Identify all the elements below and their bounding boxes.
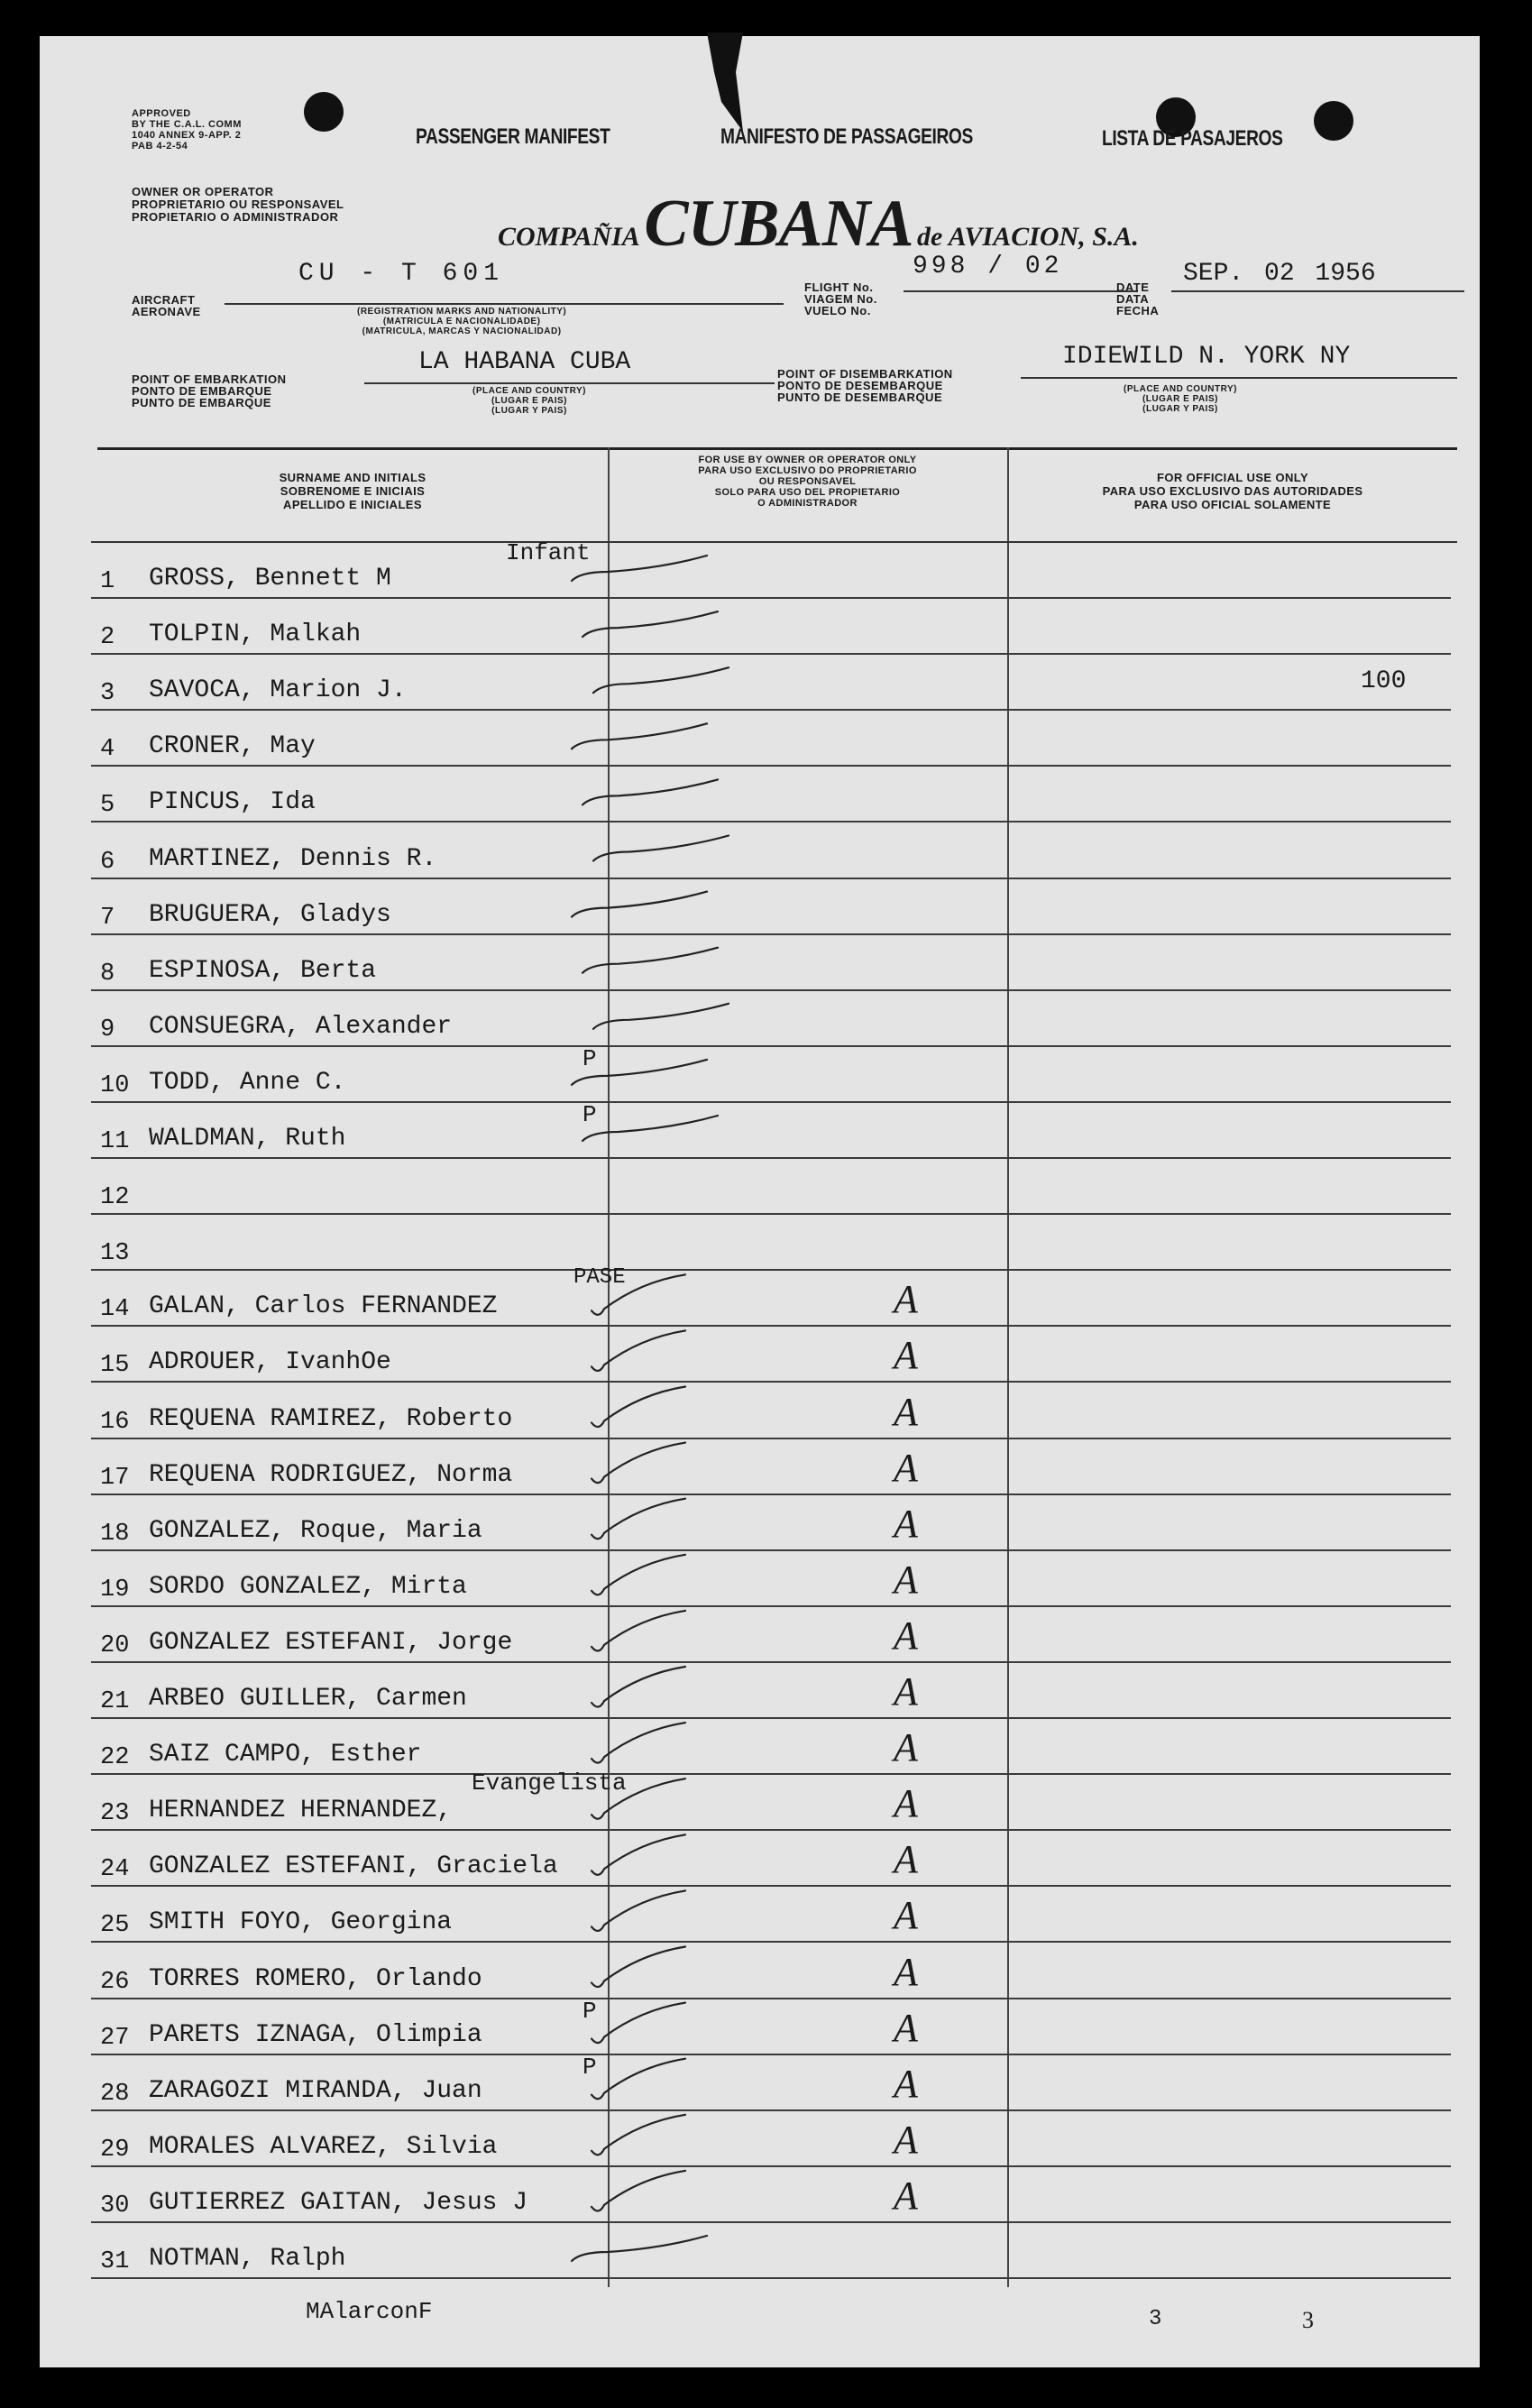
approval-mark: A	[894, 1837, 918, 1882]
tick-mark	[592, 1778, 685, 1819]
passenger-name: GONZALEZ ESTEFANI, Jorge	[149, 1628, 513, 1657]
row-number: 12	[100, 1184, 130, 1212]
row-number: 4	[100, 736, 115, 764]
title-english: PASSENGER MANIFEST	[416, 124, 610, 149]
row-number: 14	[100, 1296, 130, 1324]
passenger-name: NOTMAN, Ralph	[149, 2245, 346, 2273]
tick-mark	[592, 1947, 685, 1988]
title-spanish: LISTA DE PASAJEROS	[1102, 126, 1283, 151]
tick-mark	[592, 1611, 685, 1651]
passenger-name: TORRES ROMERO, Orlando	[149, 1964, 482, 1993]
passenger-name: PARETS IZNAGA, Olimpia	[149, 2020, 482, 2049]
column-header-official: FOR OFFICIAL USE ONLY PARA USO EXCLUSIVO DAS AUTORIDADES PARA USO OFICIAL SOLAMENTE	[1102, 471, 1363, 511]
row-number: 16	[100, 1408, 130, 1436]
tick-mark	[592, 1667, 685, 1707]
row-number: 27	[100, 2024, 130, 2052]
disembarkation-label: POINT OF DISEMBARKATION PONTO DE DESEMBARQUE PUNTO DE DESEMBARQUE	[777, 367, 953, 404]
official-note: 100	[1361, 667, 1407, 695]
approval-mark: A	[894, 1277, 918, 1322]
row-number: 1	[100, 568, 115, 595]
passenger-name: REQUENA RODRIGUEZ, Norma	[149, 1460, 513, 1489]
tick-mark	[592, 1387, 685, 1428]
passenger-name: SAIZ CAMPO, Esther	[149, 1741, 422, 1769]
passenger-name: TODD, Anne C.	[149, 1068, 346, 1097]
column-header-owner: FOR USE BY OWNER OR OPERATOR ONLY PARA USO EXCLUSIVO DO PROPRIETARIO OU RESPONSAVEL SOLO PARA USO DEL PROPIETARIO O ADMINISTRADOR	[698, 455, 917, 509]
tick-mark	[592, 2003, 685, 2044]
tick-mark	[592, 1274, 685, 1315]
embarkation-label: POINT OF EMBARKATION PONTO DE EMBARQUE PUNTO DE EMBARQUE	[132, 372, 287, 409]
tick-mark	[592, 1555, 685, 1595]
date-value: SEP. 02 1956	[1183, 260, 1376, 288]
tick-mark	[583, 611, 718, 637]
approval-mark: A	[894, 2117, 918, 2162]
passenger-note: P	[583, 2053, 597, 2081]
row-number: 2	[100, 624, 115, 652]
approval-mark: A	[894, 1781, 918, 1826]
passenger-name: GUTIERREZ GAITAN, Jesus J	[149, 2188, 528, 2217]
passenger-name: CRONER, May	[149, 732, 316, 761]
page-number-right: 3	[1302, 2307, 1314, 2333]
approval-mark: A	[894, 1333, 918, 1378]
passenger-name: MARTINEZ, Dennis R.	[149, 844, 437, 873]
passenger-note: PASE	[573, 1265, 626, 1291]
approval-mark: A	[894, 1725, 918, 1770]
approval-mark: A	[894, 1557, 918, 1602]
row-number: 29	[100, 2136, 130, 2164]
tick-mark	[592, 1499, 685, 1539]
approval-mark: A	[894, 2173, 918, 2218]
approval-mark: A	[894, 2005, 918, 2050]
flight-label: FLIGHT No. VIAGEM No. VUELO No.	[804, 280, 877, 317]
row-number: 9	[100, 1016, 115, 1043]
passenger-name: HERNANDEZ HERNANDEZ,	[149, 1797, 453, 1825]
aircraft-sublabel: (REGISTRATION MARKS AND NATIONALITY) (MATRICULA E NACIONALIDADE) (MATRICULA, MARCAS Y NACIONALIDAD)	[357, 307, 567, 336]
row-number: 10	[100, 1071, 130, 1099]
passenger-name: CONSUEGRA, Alexander	[149, 1012, 453, 1041]
row-number: 8	[100, 960, 115, 988]
title-portuguese: MANIFESTO DE PASSAGEIROS	[720, 124, 973, 149]
row-number: 11	[100, 1128, 130, 1155]
row-number: 30	[100, 2192, 130, 2220]
row-number: 6	[100, 848, 115, 876]
tick-mark	[583, 779, 718, 804]
approval-mark: A	[894, 1669, 918, 1714]
tick-mark	[572, 723, 707, 749]
passenger-name: SORDO GONZALEZ, Mirta	[149, 1572, 467, 1601]
passenger-name: GALAN, Carlos FERNANDEZ	[149, 1292, 498, 1321]
row-number: 31	[100, 2248, 130, 2275]
approval-mark: A	[894, 1445, 918, 1490]
row-number: 19	[100, 1576, 130, 1604]
approval-mark: A	[894, 1949, 918, 1994]
tick-mark	[572, 2236, 707, 2261]
row-number: 22	[100, 1744, 130, 1772]
row-number: 21	[100, 1688, 130, 1715]
row-number: 15	[100, 1352, 130, 1380]
passenger-note: P	[583, 1997, 597, 2025]
tick-mark	[592, 2171, 685, 2211]
tick-mark	[572, 1060, 707, 1085]
row-number: 20	[100, 1631, 130, 1659]
tick-mark	[592, 1834, 685, 1875]
row-number: 24	[100, 1856, 130, 1884]
row-number: 26	[100, 1968, 130, 1996]
handwritten-ticks	[40, 36, 1480, 2367]
approval-mark: A	[894, 1613, 918, 1658]
passenger-name: ESPINOSA, Berta	[149, 956, 377, 985]
approval-mark: A	[894, 1501, 918, 1546]
disembarkation-sublabel: (PLACE AND COUNTRY) (LUGAR E PAIS) (LUGAR Y PAIS)	[1124, 384, 1237, 414]
approval-mark: A	[894, 1389, 918, 1434]
passenger-name: GONZALEZ, Roque, Maria	[149, 1516, 482, 1545]
tick-mark	[593, 1004, 729, 1029]
row-number: 18	[100, 1520, 130, 1548]
passenger-note: P	[583, 1101, 597, 1128]
passenger-name: BRUGUERA, Gladys	[149, 900, 391, 929]
tick-mark	[592, 1330, 685, 1371]
row-number: 5	[100, 792, 115, 820]
row-number: 13	[100, 1240, 130, 1268]
passenger-name: TOLPIN, Malkah	[149, 620, 362, 649]
tick-mark	[592, 2115, 685, 2155]
manifest-page	[40, 36, 1480, 2367]
embarkation-sublabel: (PLACE AND COUNTRY) (LUGAR E PAIS) (LUGAR Y PAIS)	[472, 386, 586, 416]
tick-mark	[592, 1723, 685, 1763]
date-label: DATE DATA FECHA	[1116, 280, 1160, 317]
embarkation-value: LA HABANA CUBA	[418, 348, 631, 376]
passenger-name: ARBEO GUILLER, Carmen	[149, 1685, 467, 1713]
page-number-left: 3	[1149, 2307, 1162, 2331]
passenger-name: PINCUS, Ida	[149, 788, 316, 817]
passenger-name: MORALES ALVAREZ, Silvia	[149, 2132, 498, 2161]
tick-mark	[592, 1890, 685, 1931]
passenger-name: SMITH FOYO, Georgina	[149, 1908, 453, 1937]
tick-mark	[592, 2059, 685, 2100]
aircraft-value: CU - T 601	[298, 260, 505, 288]
passenger-note: P	[583, 1044, 597, 1072]
tick-mark	[593, 836, 729, 861]
aircraft-label: AIRCRAFT AERONAVE	[132, 293, 201, 318]
passenger-name: WALDMAN, Ruth	[149, 1125, 346, 1153]
tick-mark	[593, 667, 729, 693]
row-number: 7	[100, 904, 115, 932]
passenger-name: SAVOCA, Marion J.	[149, 676, 407, 705]
disembarkation-value: IDIEWILD N. YORK NY	[1062, 343, 1351, 371]
tick-mark	[572, 556, 707, 581]
row-number: 17	[100, 1464, 130, 1492]
flight-value: 998 / 02	[913, 253, 1063, 280]
approval-block: APPROVED BY THE C.A.L. COMM 1040 ANNEX 9-APP. 2 PAB 4-2-54	[132, 108, 242, 152]
approval-mark: A	[894, 2061, 918, 2106]
tick-mark	[592, 1443, 685, 1484]
owner-label: OWNER OR OPERATOR PROPRIETARIO OU RESPONSAVEL PROPIETARIO O ADMINISTRADOR	[132, 185, 344, 224]
row-number: 3	[100, 680, 115, 708]
passenger-name: ADROUER, IvanhOe	[149, 1348, 391, 1377]
row-number: 25	[100, 1912, 130, 1940]
company-name: COMPAÑIA CUBANA de AVIACION, S.A.	[498, 187, 1139, 261]
tick-mark	[583, 948, 718, 973]
row-number: 23	[100, 1800, 130, 1828]
approval-mark: A	[894, 1893, 918, 1938]
tick-mark	[572, 892, 707, 917]
passenger-name: REQUENA RAMIREZ, Roberto	[149, 1404, 513, 1433]
passenger-name: ZARAGOZI MIRANDA, Juan	[149, 2076, 482, 2105]
tick-mark	[583, 1116, 718, 1141]
passenger-name: GROSS, Bennett M	[149, 565, 391, 593]
passenger-name: GONZALEZ ESTEFANI, Graciela	[149, 1852, 558, 1881]
row-number: 28	[100, 2080, 130, 2108]
passenger-note: Infant	[506, 539, 591, 566]
signature: MAlarconF	[306, 2298, 433, 2325]
column-header-names: SURNAME AND INITIALS SOBRENOME E INICIAIS APELLIDO E INICIALES	[279, 471, 427, 511]
passenger-note: Evangelista	[472, 1769, 627, 1797]
